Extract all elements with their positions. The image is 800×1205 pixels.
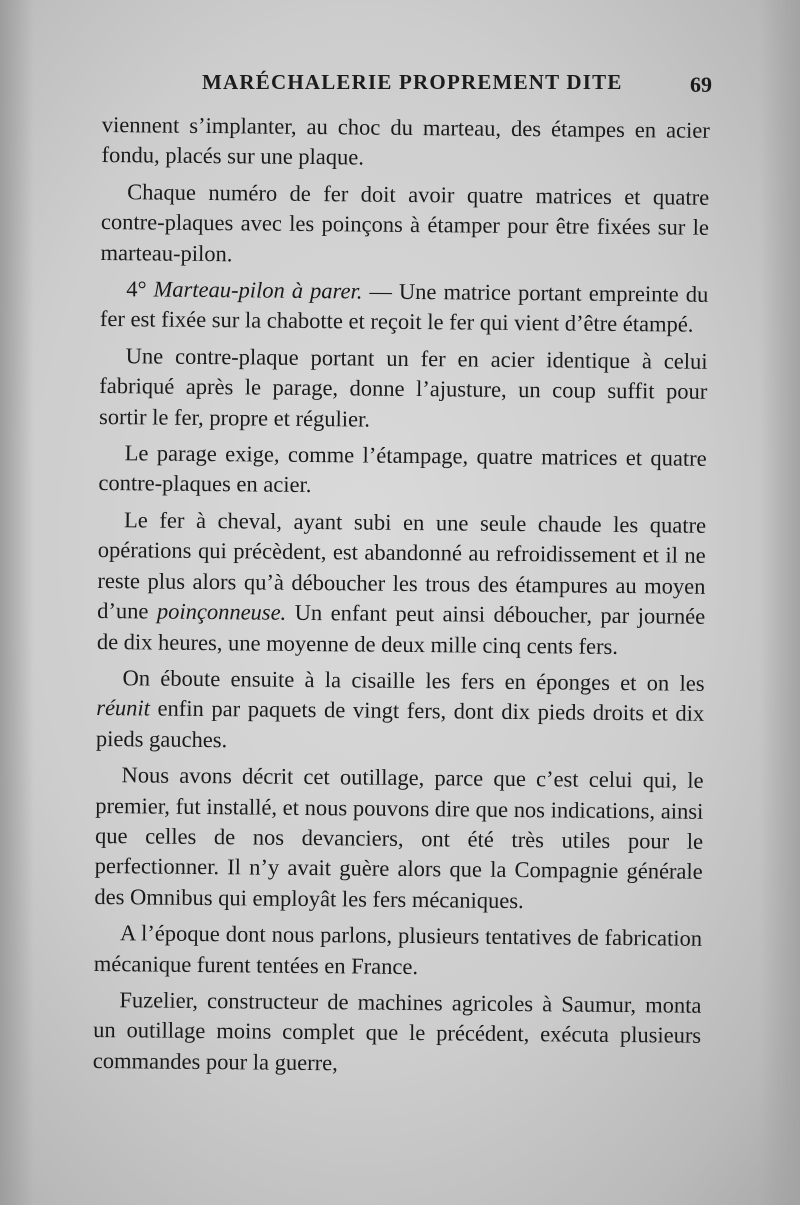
paragraph-3-text: — Une matrice portant empreinte du fer est fixée sur la chabotte et reçoit le fer qui vient d’être étampé. bbox=[99, 278, 709, 338]
paragraph-7 bbox=[96, 663, 705, 760]
paragraph-6 bbox=[97, 505, 706, 663]
paragraph-8: Nous avons décrit cet outillage, parce que c’est celui qui, le premier, fut installé, et nous pouvons dire que nos indications, ainsi que celles de nos devanciers, ont été très utiles pour le perfectionner. Il n’y avait guère alors que la Compagnie générale des Omnibus qui employât les fers mécaniques. bbox=[94, 762, 704, 913]
paragraph-10: Fuzelier, constructeur de machines agricoles à Saumur, monta un outillage moins complet que le précédent, exécuta plusieurs commandes pour la guerre, bbox=[92, 987, 702, 1076]
body-text bbox=[93, 110, 710, 1088]
page-number: 69 bbox=[690, 72, 712, 97]
paragraph-6-text-b: Un enfant peut ainsi déboucher, par journée de dix heures, une moyenne de deux mille cinq cents fers. bbox=[96, 599, 706, 659]
paragraph-9: A l’époque dont nous parlons, plusieurs tentatives de fabrication mécanique furent tentées en France. bbox=[93, 920, 703, 979]
running-head: MARÉCHALERIE PROPREMENT DITE bbox=[202, 70, 623, 94]
section-title: Marteau-pilon à parer. bbox=[153, 276, 363, 304]
paragraph-4: Une contre-plaque portant un fer en acier identique à celui fabriqué après le parage, donne l’ajusture, un coup suffit pour sortir le fer, propre et régulier. bbox=[98, 343, 708, 432]
paragraph-5: Le parage exige, comme l’étampage, quatre matrices et quatre contre-plaques en acier. bbox=[98, 440, 707, 498]
page-header bbox=[100, 66, 712, 100]
paragraph-6-emphasis: poinçonneuse. bbox=[156, 598, 287, 625]
paragraph-7-text-b: enfin par paquets de vingt fers, dont dix pieds droits et dix pieds gauches. bbox=[95, 695, 705, 752]
paragraph-1: viennent s’implanter, au choc du marteau, des étampes en acier fondu, placés sur une plaque. bbox=[101, 111, 710, 170]
paragraph-7-text-a: On éboute ensuite à la cisaille les fers en éponges et on les bbox=[122, 665, 705, 696]
section-number: 4° bbox=[126, 276, 147, 302]
paragraph-2: Chaque numéro de fer doit avoir quatre matrices et quatre contre-plaques avec les poinçons à étamper pour être fixées sur le marteau-pilon. bbox=[100, 179, 710, 266]
paragraph-3 bbox=[100, 274, 709, 341]
paragraph-7-emphasis: réunit bbox=[96, 695, 151, 721]
paragraph-6-text-a: Le fer à cheval, ayant subi en une seule chaude les quatre opérations qui précèdent, est abandonné au refroidissement et il ne reste plus alors qu’à déboucher les trous des étampures au moyen d’une bbox=[97, 507, 707, 624]
